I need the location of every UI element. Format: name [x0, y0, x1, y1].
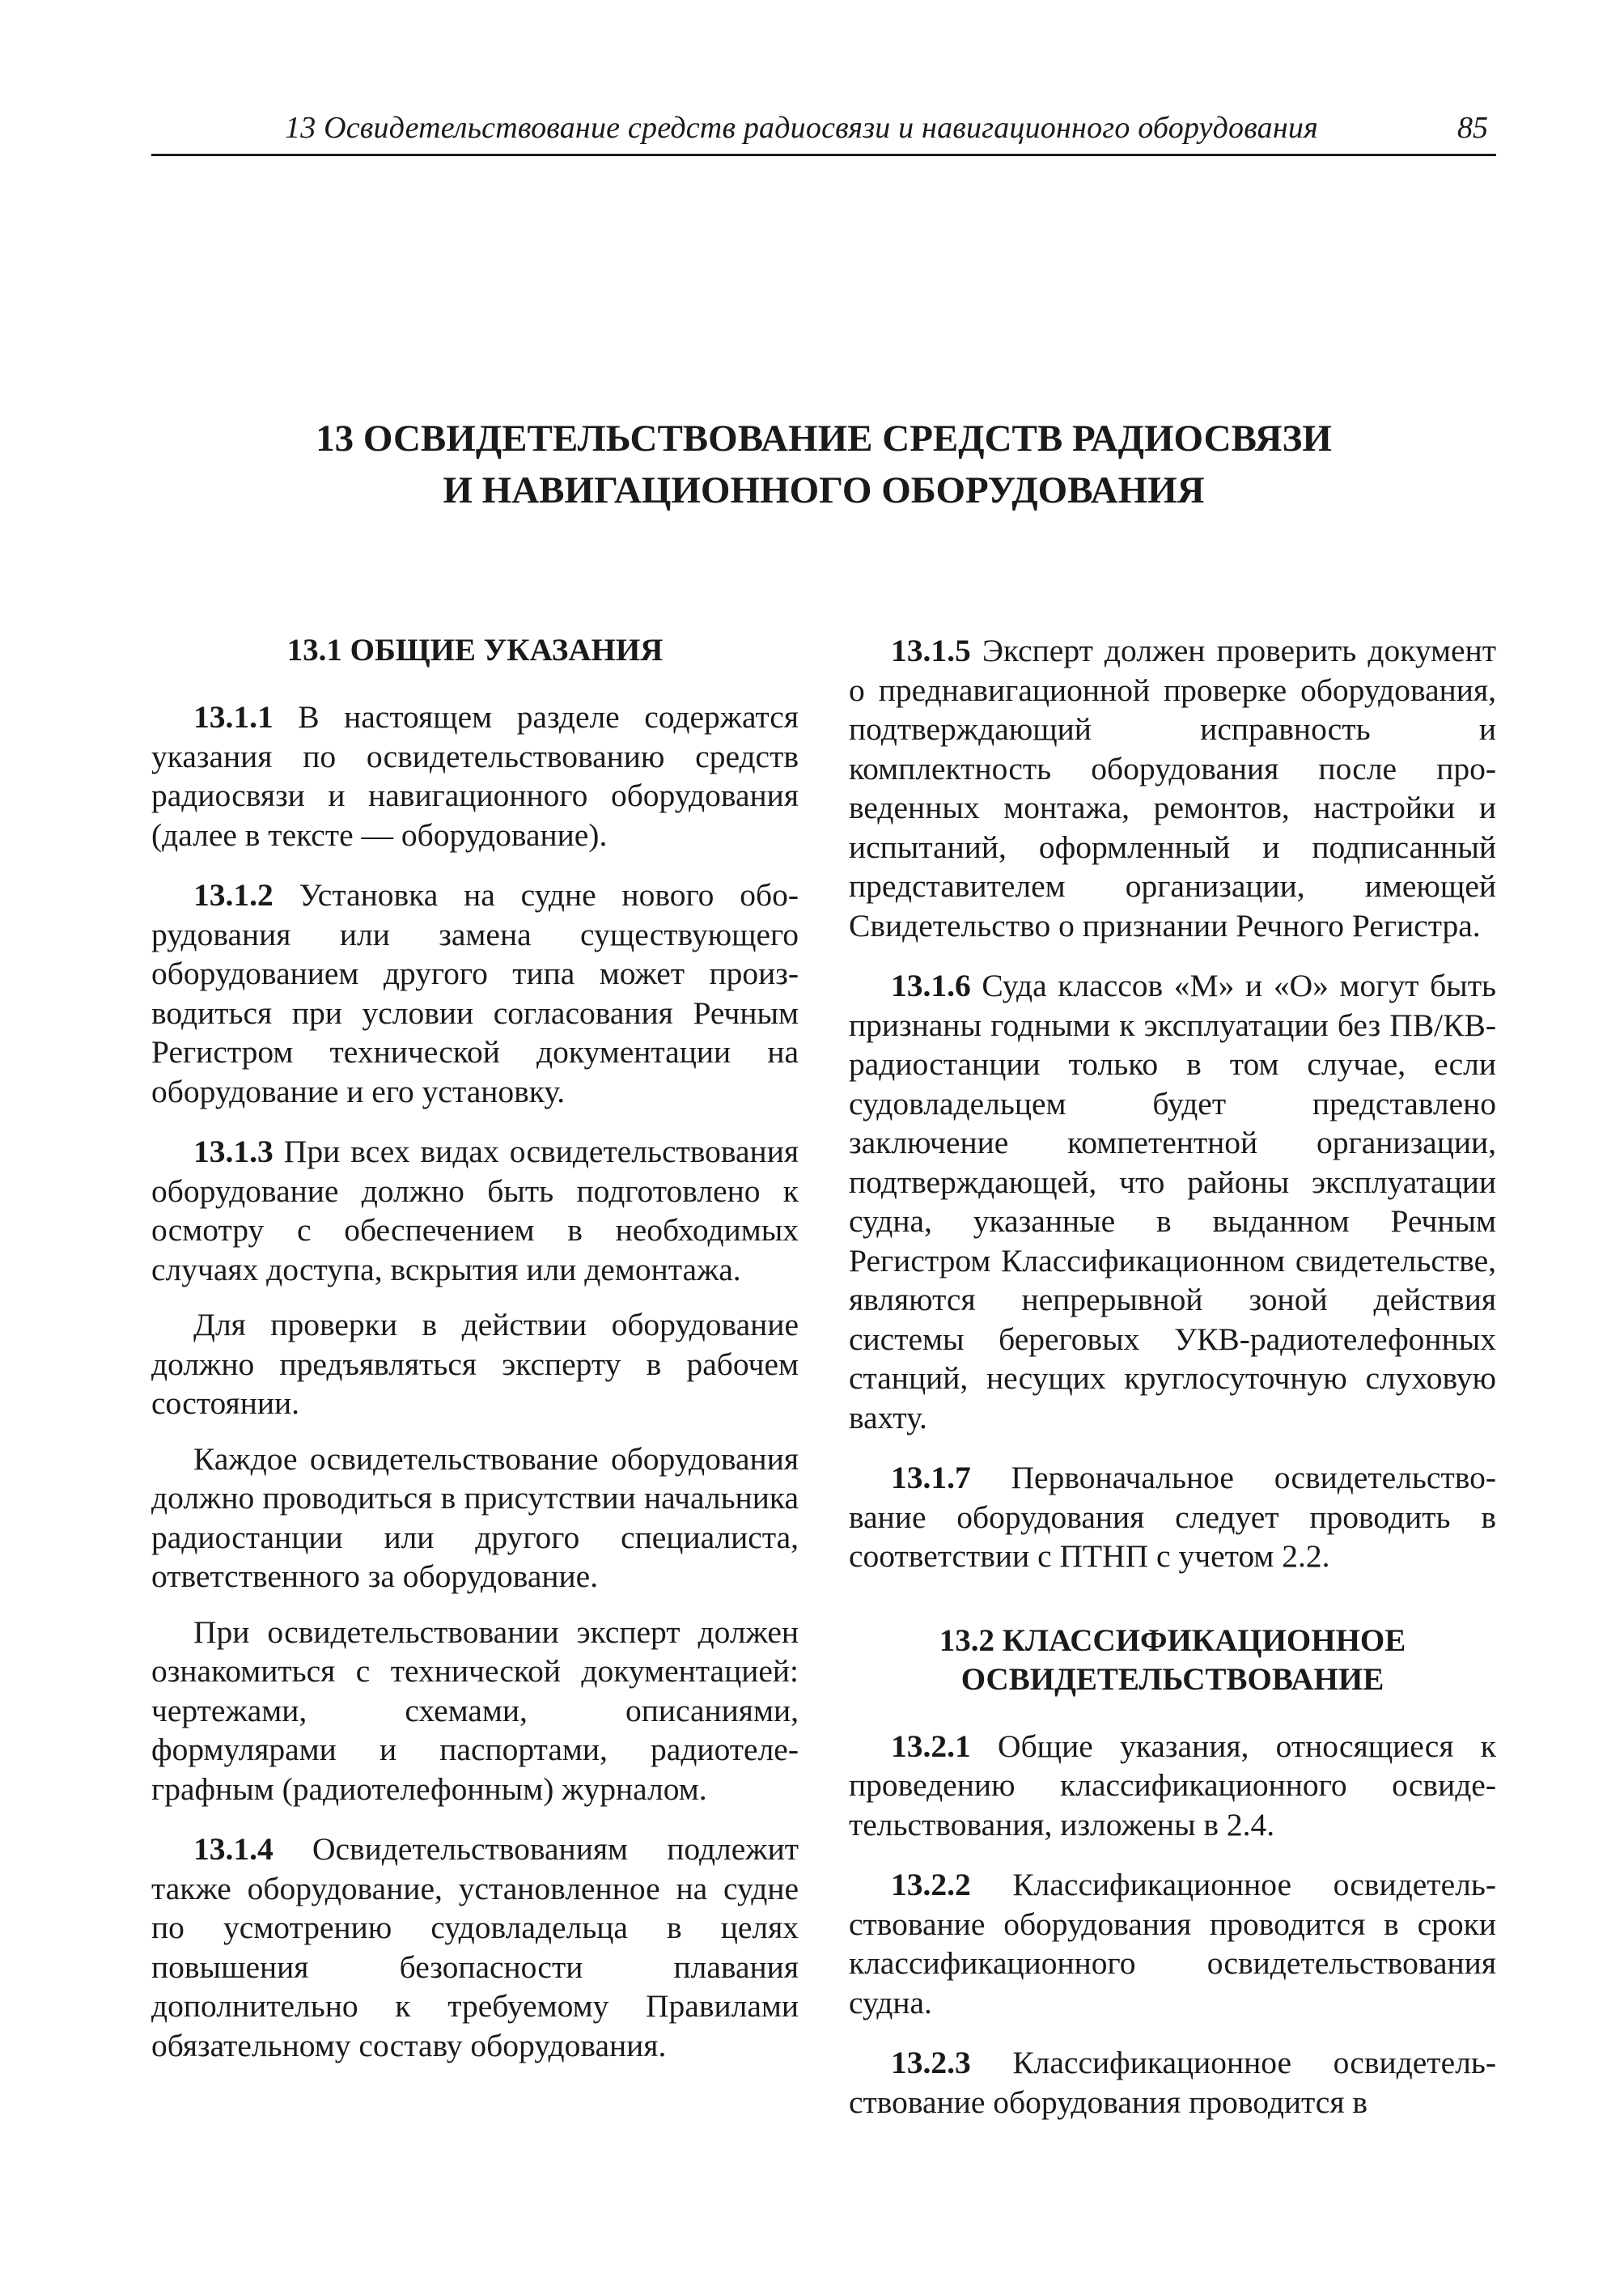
paragraph-13-1-6 — [849, 966, 1496, 1437]
paragraph-text: Суда классов «М» и «О» могут быть признаны годными к эксплуатации без ПВ/КВ-радиостанции только в том случае, если судовладельцем будет представлено заключение компетентной организации, подтверждающей, что районы эксплуатации судна, указанные в выданном Речным Регистром Классификационном свидетельстве, являются непрерывной зоной действия системы береговых УКВ-радиотелефонных станций, несущих круглосуточную слуховую вахту. — [849, 968, 1496, 1435]
paragraph-number: 13.2.2 — [891, 1867, 971, 1902]
paragraph-13-1-7 — [849, 1458, 1496, 1576]
paragraph-13-2-3 — [849, 2043, 1496, 2122]
paragraph-13-1-3-continued-1: Для проверки в действии оборудование должно предъявляться эксперту в рабочем состоянии. — [151, 1307, 799, 1421]
section-heading-13-2 — [849, 1622, 1496, 1699]
paragraph-number: 13.1.1 — [193, 699, 273, 735]
chapter-title-line-2: И НАВИГАЦИОННОГО ОБОРУДОВАНИЯ — [443, 469, 1205, 511]
paragraph-number: 13.2.1 — [891, 1728, 971, 1764]
paragraph-text: Классификационное освидетельствование оборудования проводится в сроки классификационного освидетельствования судна. — [849, 1867, 1496, 2021]
page-number: 85 — [1457, 111, 1488, 145]
paragraph-number: 13.1.5 — [891, 633, 971, 668]
paragraph-text: Установка на судне нового оборудования или замена существующего оборудованием другого типа может производиться при условии согласования Речным Регистром технической документации на оборудование и его установку. — [151, 877, 799, 1109]
paragraph-number: 13.2.3 — [891, 2045, 971, 2080]
paragraph-13-1-2 — [151, 876, 799, 1111]
paragraph-13-1-3-continued-3: При освидетельствовании эксперт должен ознакомиться с технической документацией: чертежами, схемами, описаниями, формулярами и паспортами, радиотелеграфным (радиотелефонным) журналом. — [151, 1613, 799, 1807]
running-header — [151, 105, 1496, 156]
paragraph-number: 13.1.6 — [891, 968, 971, 1003]
paragraph-number: 13.1.7 — [891, 1460, 971, 1495]
paragraph-text: Эксперт должен проверить документ о преднавигационной проверке оборудования, подтверждающий исправность и комплектность оборудования после проведенных монтажа, ремонтов, настройки и испытаний, оформленный и подписанный представителем организации, имеющей Свидетельство о признании Речного Регистра. — [849, 633, 1496, 943]
paragraph-text: При всех видах освидетельствования оборудование должно быть подготовлено к осмотру с обеспечением в необходимых случаях доступа, вскрытия или демонтажа. — [151, 1134, 799, 1287]
paragraph-text: Общие указания, относящиеся к проведению классификационного освидетельствования, изложены в 2.4. — [849, 1728, 1496, 1842]
paragraph-text: Классификационное освидетельствование оборудования проводится в — [849, 2045, 1496, 2120]
paragraph-13-1-3-continued-2: Каждое освидетельствование оборудования должно проводиться в присутствии начальника радиостанции или другого специалиста, ответственного за оборудование. — [151, 1440, 799, 1594]
running-title: 13 Освидетельствование средств радиосвязи и навигационного оборудования — [285, 111, 1318, 145]
paragraph-13-2-2 — [849, 1865, 1496, 2022]
paragraph-text: Освидетельствованиям подлежит также оборудование, установленное на судне по усмотрению судовладельца в целях повышения безопасности плавания дополнительно к требуемому Правилами обязательному составу оборудования. — [151, 1831, 799, 2063]
section-heading-13-1: 13.1 ОБЩИЕ УКАЗАНИЯ — [286, 633, 664, 668]
chapter-title — [151, 413, 1496, 516]
paragraph-text: Первоначальное освидетельствование оборудования следует проводить в соответствии с ПТНП с учетом 2.2. — [849, 1460, 1496, 1574]
paragraph-13-1-4 — [151, 1830, 799, 2065]
section-heading-line-2: ОСВИДЕТЕЛЬСТВОВАНИЕ — [960, 1661, 1384, 1697]
paragraph-number: 13.1.3 — [193, 1134, 273, 1169]
left-column — [151, 631, 799, 2086]
paragraph-13-2-1 — [849, 1727, 1496, 1845]
section-heading-line-1: 13.2 КЛАССИФИКАЦИОННОЕ — [939, 1622, 1406, 1658]
paragraph-13-1-3 — [151, 1132, 799, 1289]
right-column — [849, 631, 1496, 2143]
paragraph-13-1-1 — [151, 698, 799, 854]
paragraph-number: 13.1.2 — [193, 877, 273, 913]
paragraph-number: 13.1.4 — [193, 1831, 273, 1867]
paragraph-13-1-5 — [849, 631, 1496, 945]
chapter-title-line-1: 13 ОСВИДЕТЕЛЬСТВОВАНИЕ СРЕДСТВ РАДИОСВЯЗИ — [316, 418, 1332, 460]
paragraph-text: В настоящем разделе содержатся указания по освидетельствованию средств радиосвязи и навигационного оборудования (далее в тексте — оборудование). — [151, 699, 799, 853]
